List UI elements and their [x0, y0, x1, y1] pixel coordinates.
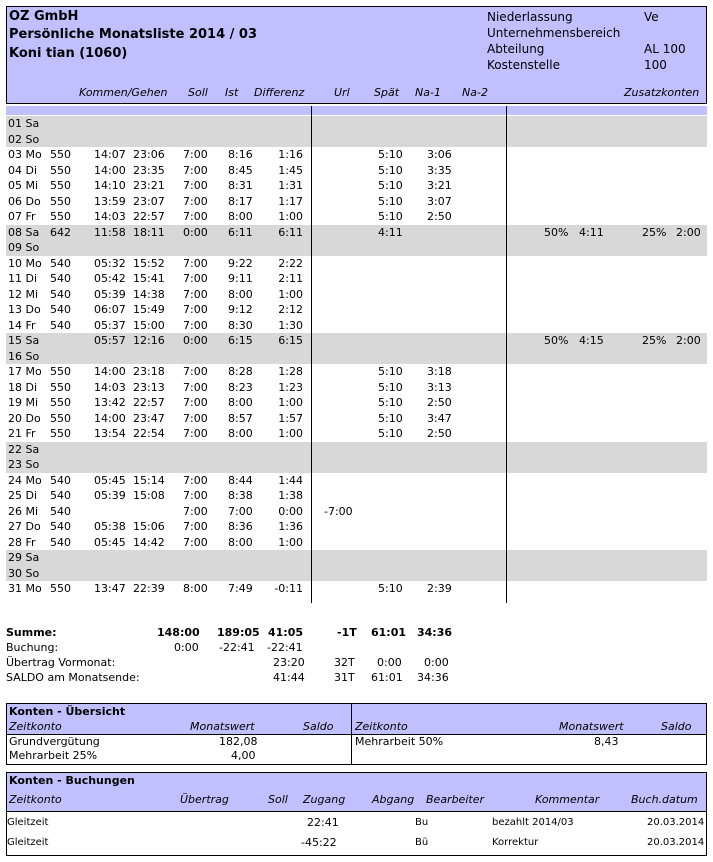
cell-soll: 7:00 — [183, 520, 208, 533]
cell-kommen: 13:47 — [94, 582, 126, 595]
cell-kommen: 14:07 — [94, 148, 126, 161]
cell-na1: 2:39 — [427, 582, 452, 595]
cell-zus-val1: 4:11 — [579, 225, 604, 239]
overview-value-grundverguetung: 182,08 — [219, 735, 258, 748]
cell-soll: 7:00 — [183, 427, 208, 440]
cell-arbeitsplatz: 540 — [50, 256, 71, 270]
day-label: 20 Do — [8, 411, 41, 425]
booking-datum: 20.03.2014 — [647, 837, 705, 848]
day-label: 29 Sa — [8, 551, 40, 564]
cell-arbeitsplatz: 540 — [50, 318, 71, 332]
cell-soll: 7:00 — [183, 504, 208, 518]
cell-spaet: 5:10 — [378, 396, 403, 409]
cell-zus-pct1: 50% — [544, 225, 569, 239]
bookings-box — [6, 772, 707, 856]
cell-arbeitsplatz: 540 — [50, 504, 71, 518]
cell-ist: 9:22 — [228, 256, 253, 270]
cell-spaet: 5:10 — [378, 179, 403, 192]
cell-ist: 8:31 — [228, 179, 253, 192]
cell-soll: 7:00 — [183, 318, 208, 332]
overview-right-box — [351, 703, 707, 765]
cell-soll: 7:00 — [183, 148, 208, 161]
bookings-col-zeitkonto: Zeitkonto — [9, 793, 62, 806]
booking-bearbeiter: Bü — [415, 837, 429, 848]
bookings-header — [7, 773, 706, 812]
value-abteilung: AL 100 — [644, 42, 686, 56]
summe-na1: 34:36 — [417, 626, 453, 639]
cell-differenz: 1:45 — [278, 163, 303, 177]
cell-differenz: 6:15 — [278, 334, 303, 347]
overview-left-box — [6, 703, 352, 765]
day-table — [6, 106, 707, 603]
overview-row-mehrarbeit25: Mehrarbeit 25% — [9, 749, 98, 762]
day-label: 16 So — [8, 349, 40, 363]
cell-kommen: 14:03 — [94, 210, 126, 223]
bookings-col-abgang: Abgang — [372, 793, 415, 806]
booking-konto: Gleitzeit — [7, 837, 49, 848]
cell-ist: 8:00 — [228, 287, 253, 301]
company-name: OZ GmbH — [9, 9, 79, 24]
cell-kommen: 14:00 — [94, 365, 126, 378]
cell-soll: 7:00 — [183, 194, 208, 208]
col-soll: Soll — [188, 86, 208, 99]
bookings-col-bearbeiter: Bearbeiter — [426, 793, 484, 806]
col-url: Url — [334, 86, 350, 99]
cell-zus-pct1: 50% — [544, 334, 569, 347]
col-na2: Na-2 — [462, 86, 488, 99]
cell-ist: 6:15 — [228, 334, 253, 347]
cell-gehen: 23:47 — [133, 411, 165, 425]
cell-kommen: 14:03 — [94, 380, 126, 394]
cell-kommen: 14:00 — [94, 411, 126, 425]
cell-na1: 3:07 — [427, 194, 452, 208]
cell-zus-val1: 4:15 — [579, 334, 604, 347]
booking-konto: Gleitzeit — [7, 817, 49, 828]
day-label: 13 Do — [8, 303, 41, 316]
label-niederlassung: Niederlassung — [487, 10, 573, 24]
cell-soll: 7:00 — [183, 396, 208, 409]
cell-na1: 3:21 — [427, 179, 452, 192]
cell-soll: 7:00 — [183, 163, 208, 177]
cell-ist: 8:28 — [228, 365, 253, 378]
cell-na1: 2:50 — [427, 427, 452, 440]
bookings-col-zugang: Zugang — [303, 793, 346, 806]
cell-arbeitsplatz: 550 — [50, 411, 71, 425]
cell-kommen: 05:37 — [94, 318, 126, 332]
overview-col-saldo: Saldo — [303, 720, 334, 733]
bookings-col-buchdatum: Buch.datum — [631, 793, 698, 806]
cell-ist: 8:23 — [228, 380, 253, 394]
day-label: 05 Mi — [8, 179, 39, 192]
cell-gehen: 22:57 — [133, 210, 165, 223]
cell-gehen: 23:18 — [133, 365, 165, 378]
cell-differenz: 1:00 — [278, 396, 303, 409]
cell-kommen: 05:42 — [94, 272, 126, 285]
cell-differenz: 1:00 — [278, 427, 303, 440]
cell-soll: 7:00 — [183, 489, 208, 502]
summe-url: -1T — [337, 626, 357, 639]
day-label: 12 Mi — [8, 287, 39, 301]
cell-spaet: 5:10 — [378, 163, 403, 177]
cell-zus-val2: 2:00 — [676, 225, 701, 239]
cell-ist: 7:00 — [228, 504, 253, 518]
employee-name: Koni tian (1060) — [9, 46, 128, 61]
cell-kommen: 13:42 — [94, 396, 126, 409]
bookings-title: Konten - Buchungen — [9, 774, 135, 787]
col-na1: Na-1 — [415, 86, 441, 99]
weekend-band — [6, 116, 707, 147]
cell-arbeitsplatz: 540 — [50, 287, 71, 301]
cell-differenz: -0:11 — [274, 582, 303, 595]
cell-arbeitsplatz: 540 — [50, 535, 71, 549]
summe-spaet: 61:01 — [371, 626, 407, 639]
cell-ist: 8:16 — [228, 148, 253, 161]
cell-gehen: 15:49 — [133, 303, 165, 316]
day-label: 18 Di — [8, 380, 38, 394]
overview-right-header — [352, 704, 706, 735]
cell-gehen: 15:41 — [133, 272, 165, 285]
saldo-url: 31T — [334, 671, 355, 684]
cell-arbeitsplatz: 540 — [50, 272, 71, 285]
day-label: 14 Fr — [8, 318, 36, 332]
cell-soll: 0:00 — [183, 334, 208, 347]
cell-na1: 2:50 — [427, 210, 452, 223]
cell-gehen: 23:13 — [133, 380, 165, 394]
cell-ist: 8:36 — [228, 520, 253, 533]
uebertrag-diff: 23:20 — [273, 656, 305, 669]
day-label: 21 Fr — [8, 427, 36, 440]
cell-ist: 6:11 — [228, 225, 253, 239]
saldo-diff: 41:44 — [273, 671, 305, 684]
day-label: 25 Di — [8, 489, 38, 502]
cell-arbeitsplatz: 550 — [50, 179, 71, 192]
cell-ist: 8:00 — [228, 210, 253, 223]
col-differenz: Differenz — [254, 86, 305, 99]
buchung-diff: -22:41 — [267, 641, 303, 654]
cell-ist: 8:00 — [228, 396, 253, 409]
cell-differenz: 1:44 — [278, 473, 303, 487]
cell-arbeitsplatz: 642 — [50, 225, 71, 239]
day-label: 04 Di — [8, 163, 38, 177]
overview-value-mehrarbeit50: 8,43 — [594, 735, 619, 748]
booking-zugang: 22:41 — [307, 816, 339, 829]
cell-arbeitsplatz: 540 — [50, 303, 71, 316]
cell-arbeitsplatz: 550 — [50, 396, 71, 409]
day-label: 08 Sa — [8, 225, 40, 239]
overview-header — [7, 704, 351, 735]
col-spaet: Spät — [374, 86, 400, 99]
cell-ist: 8:44 — [228, 473, 253, 487]
cell-gehen: 15:06 — [133, 520, 165, 533]
day-label: 26 Mi — [8, 504, 39, 518]
cell-spaet: 5:10 — [378, 210, 403, 223]
cell-soll: 8:00 — [183, 582, 208, 595]
uebertrag-na1: 0:00 — [424, 656, 449, 669]
cell-arbeitsplatz: 550 — [50, 582, 71, 595]
day-label: 11 Di — [8, 272, 38, 285]
value-niederlassung: Ve — [644, 10, 659, 24]
overview-col-zeitkonto: Zeitkonto — [9, 720, 62, 733]
cell-spaet: 5:10 — [378, 411, 403, 425]
cell-soll: 7:00 — [183, 473, 208, 487]
cell-spaet: 5:10 — [378, 427, 403, 440]
saldo-spaet: 61:01 — [371, 671, 403, 684]
cell-gehen: 23:21 — [133, 179, 165, 192]
overview-right-col-monatswert: Monatswert — [559, 720, 624, 733]
cell-soll: 7:00 — [183, 535, 208, 549]
buchung-label: Buchung: — [6, 641, 59, 654]
overview-row-grundverguetung: Grundvergütung — [9, 735, 100, 748]
summe-label: Summe: — [6, 626, 57, 639]
day-label: 03 Mo — [8, 148, 42, 161]
cell-differenz: 1:30 — [278, 318, 303, 332]
cell-spaet: 5:10 — [378, 380, 403, 394]
cell-kommen: 05:57 — [94, 334, 126, 347]
cell-ist: 8:17 — [228, 194, 253, 208]
cell-zus-pct2: 25% — [642, 225, 667, 239]
cell-gehen: 12:16 — [133, 334, 165, 347]
day-label: 31 Mo — [8, 582, 42, 595]
booking-bearbeiter: Bu — [415, 817, 429, 828]
cell-differenz: 2:22 — [278, 256, 303, 270]
cell-kommen: 06:07 — [94, 303, 126, 316]
cell-arbeitsplatz: 550 — [50, 148, 71, 161]
cell-differenz: 1:28 — [278, 365, 303, 378]
overview-row-mehrarbeit50: Mehrarbeit 50% — [355, 735, 444, 748]
cell-differenz: 1:38 — [278, 489, 303, 502]
cell-kommen: 05:45 — [94, 535, 126, 549]
day-label: 23 So — [8, 458, 40, 471]
booking-kommentar: Korrektur — [492, 837, 539, 848]
overview-value-mehrarbeit25: 4,00 — [231, 749, 256, 762]
overview-right-col-zeitkonto: Zeitkonto — [355, 720, 408, 733]
column-divider — [506, 106, 507, 603]
uebertrag-url: 32T — [334, 656, 355, 669]
cell-soll: 7:00 — [183, 380, 208, 394]
cell-differenz: 2:11 — [278, 272, 303, 285]
cell-na1: 3:35 — [427, 163, 452, 177]
cell-differenz: 0:00 — [278, 504, 303, 518]
cell-differenz: 1:31 — [278, 179, 303, 192]
cell-gehen: 15:08 — [133, 489, 165, 502]
cell-differenz: 6:11 — [278, 225, 303, 239]
day-label: 10 Mo — [8, 256, 42, 270]
day-label: 06 Do — [8, 194, 41, 208]
cell-gehen: 15:52 — [133, 256, 165, 270]
cell-na1: 3:13 — [427, 380, 452, 394]
cell-kommen: 05:45 — [94, 473, 126, 487]
cell-kommen: 14:10 — [94, 179, 126, 192]
cell-differenz: 1:00 — [278, 210, 303, 223]
report-header — [6, 6, 707, 104]
cell-spaet: 5:10 — [378, 194, 403, 208]
cell-gehen: 14:38 — [133, 287, 165, 301]
cell-soll: 7:00 — [183, 179, 208, 192]
cell-zus-val2: 2:00 — [676, 334, 701, 347]
booking-datum: 20.03.2014 — [647, 817, 705, 828]
cell-gehen: 23:06 — [133, 148, 165, 161]
cell-arbeitsplatz: 550 — [50, 210, 71, 223]
cell-arbeitsplatz: 540 — [50, 520, 71, 533]
cell-kommen: 05:39 — [94, 287, 126, 301]
cell-spaet: 5:10 — [378, 148, 403, 161]
cell-ist: 8:57 — [228, 411, 253, 425]
saldo-na1: 34:36 — [417, 671, 449, 684]
cell-ist: 8:00 — [228, 535, 253, 549]
cell-kommen: 14:00 — [94, 163, 126, 177]
cell-ist: 7:49 — [228, 582, 253, 595]
cell-zus-pct2: 25% — [642, 334, 667, 347]
cell-na1: 2:50 — [427, 396, 452, 409]
cell-ist: 8:00 — [228, 427, 253, 440]
cell-ist: 9:11 — [228, 272, 253, 285]
cell-gehen: 15:14 — [133, 473, 165, 487]
label-unternehmensbereich: Unternehmensbereich — [487, 26, 621, 40]
cell-ist: 8:45 — [228, 163, 253, 177]
cell-gehen: 23:07 — [133, 194, 165, 208]
cell-arbeitsplatz: 550 — [50, 194, 71, 208]
buchung-ist: -22:41 — [219, 641, 255, 654]
day-label: 22 Sa — [8, 442, 40, 456]
cell-kommen: 13:59 — [94, 194, 126, 208]
cell-gehen: 22:39 — [133, 582, 165, 595]
cell-na1: 3:18 — [427, 365, 452, 378]
overview-col-monatswert: Monatswert — [190, 720, 255, 733]
cell-soll: 7:00 — [183, 210, 208, 223]
cell-kommen: 05:38 — [94, 520, 126, 533]
day-label: 09 So — [8, 241, 40, 254]
cell-ist: 8:38 — [228, 489, 253, 502]
cell-differenz: 1:57 — [278, 411, 303, 425]
cell-arbeitsplatz: 550 — [50, 380, 71, 394]
cell-arbeitsplatz: 540 — [50, 489, 71, 502]
cell-urlaub: -7:00 — [324, 504, 353, 518]
uebertrag-spaet: 0:00 — [377, 656, 402, 669]
cell-kommen: 11:58 — [94, 225, 126, 239]
booking-kommentar: bezahlt 2014/03 — [492, 817, 574, 828]
cell-spaet: 5:10 — [378, 365, 403, 378]
cell-gehen: 22:54 — [133, 427, 165, 440]
day-label: 19 Mi — [8, 396, 39, 409]
label-abteilung: Abteilung — [487, 42, 545, 56]
cell-soll: 7:00 — [183, 256, 208, 270]
bookings-col-uebertrag: Übertrag — [180, 793, 229, 806]
cell-na1: 3:47 — [427, 411, 452, 425]
day-label: 01 Sa — [8, 117, 40, 130]
day-label: 28 Fr — [8, 535, 36, 549]
summe-ist: 189:05 — [217, 626, 260, 639]
value-kostenstelle: 100 — [644, 58, 667, 72]
cell-na1: 3:06 — [427, 148, 452, 161]
cell-arbeitsplatz: 540 — [50, 473, 71, 487]
col-zusatzkonten: Zusatzkonten — [624, 86, 700, 99]
column-divider — [311, 106, 312, 603]
day-label: 24 Mo — [8, 473, 42, 487]
col-ist: Ist — [225, 86, 239, 99]
bookings-col-soll: Soll — [268, 793, 288, 806]
cell-gehen: 22:57 — [133, 396, 165, 409]
day-label: 27 Do — [8, 520, 41, 533]
grid-top-strip — [6, 106, 707, 115]
cell-differenz: 1:00 — [278, 287, 303, 301]
saldo-label: SALDO am Monatsende: — [6, 671, 140, 684]
cell-soll: 7:00 — [183, 411, 208, 425]
cell-kommen: 05:32 — [94, 256, 126, 270]
buchung-soll: 0:00 — [174, 641, 199, 654]
cell-kommen: 13:54 — [94, 427, 126, 440]
cell-arbeitsplatz: 550 — [50, 163, 71, 177]
cell-ist: 9:12 — [228, 303, 253, 316]
col-kommen-gehen: Kommen/Gehen — [79, 86, 168, 99]
booking-zugang: -45:22 — [301, 836, 337, 849]
cell-gehen: 18:11 — [133, 225, 165, 239]
cell-differenz: 1:17 — [278, 194, 303, 208]
cell-gehen: 23:35 — [133, 163, 165, 177]
cell-soll: 0:00 — [183, 225, 208, 239]
summe-diff: 41:05 — [268, 626, 304, 639]
weekend-band — [6, 442, 707, 473]
cell-differenz: 2:12 — [278, 303, 303, 316]
weekend-band — [6, 550, 707, 581]
cell-gehen: 14:42 — [133, 535, 165, 549]
cell-kommen: 05:39 — [94, 489, 126, 502]
cell-gehen: 15:00 — [133, 318, 165, 332]
cell-arbeitsplatz: 550 — [50, 365, 71, 378]
cell-ist: 8:30 — [228, 318, 253, 332]
cell-differenz: 1:16 — [278, 148, 303, 161]
day-label: 02 So — [8, 132, 40, 146]
day-label: 07 Fr — [8, 210, 36, 223]
label-kostenstelle: Kostenstelle — [487, 58, 560, 72]
cell-differenz: 1:23 — [278, 380, 303, 394]
uebertrag-label: Übertrag Vormonat: — [6, 656, 116, 669]
overview-right-col-saldo: Saldo — [661, 720, 692, 733]
cell-spaet: 4:11 — [378, 225, 403, 239]
cell-soll: 7:00 — [183, 287, 208, 301]
cell-arbeitsplatz: 550 — [50, 427, 71, 440]
day-label: 15 Sa — [8, 334, 40, 347]
cell-spaet: 5:10 — [378, 582, 403, 595]
cell-soll: 7:00 — [183, 365, 208, 378]
report-title: Persönliche Monatsliste 2014 / 03 — [9, 27, 258, 42]
cell-differenz: 1:00 — [278, 535, 303, 549]
cell-soll: 7:00 — [183, 303, 208, 316]
overview-title: Konten - Übersicht — [9, 705, 126, 718]
bookings-col-kommentar: Kommentar — [535, 793, 600, 806]
day-label: 17 Mo — [8, 365, 42, 378]
cell-soll: 7:00 — [183, 272, 208, 285]
summe-soll: 148:00 — [157, 626, 200, 639]
day-label: 30 So — [8, 566, 40, 580]
cell-differenz: 1:36 — [278, 520, 303, 533]
